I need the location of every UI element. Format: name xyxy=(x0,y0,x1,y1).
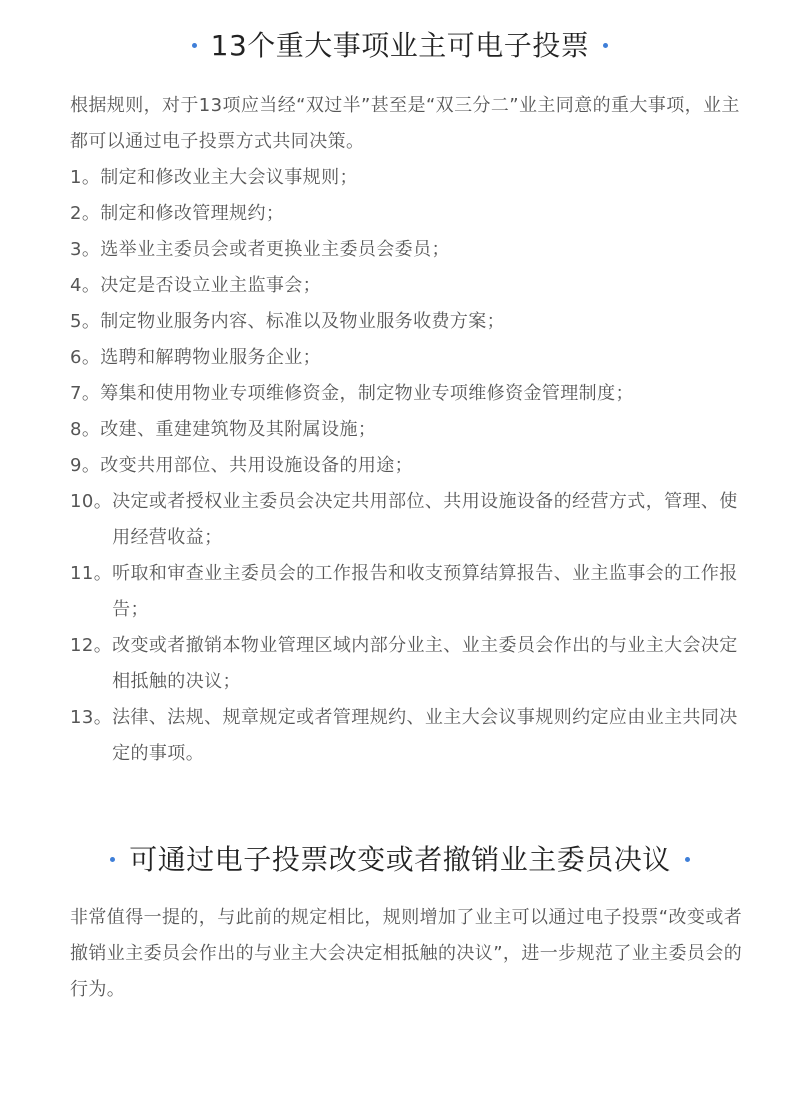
list-item-number: 12。 xyxy=(70,635,113,656)
list-item xyxy=(70,160,750,196)
list-item-number: 9。 xyxy=(70,455,101,476)
section-title-text: 13个重大事项业主可电子投票 xyxy=(210,29,590,62)
list-item xyxy=(70,448,750,484)
list-item xyxy=(70,556,750,628)
list-item-number: 11。 xyxy=(70,563,113,584)
list-item-text: 决定是否设立业主监事会； xyxy=(100,275,322,296)
list-item-text: 改变或者撤销本物业管理区域内部分业主、业主委员会作出的与业主大会决定相抵触的决议； xyxy=(112,635,738,692)
list-item-number: 1。 xyxy=(70,167,101,188)
section-title-electronic-voting-items xyxy=(0,26,800,66)
list-item xyxy=(70,196,750,232)
list-item-text: 制定和修改管理规约； xyxy=(100,203,285,224)
list-item-number: 6。 xyxy=(70,347,101,368)
list-item-text: 制定物业服务内容、标准以及物业服务收费方案； xyxy=(100,311,506,332)
bullet-dot-icon xyxy=(110,857,115,862)
list-item-text: 决定或者授权业主委员会决定共用部位、共用设施设备的经营方式，管理、使用经营收益； xyxy=(112,491,738,548)
list-item xyxy=(70,340,750,376)
list-item-number: 7。 xyxy=(70,383,101,404)
bullet-dot-icon xyxy=(192,43,197,48)
list-item-number: 13。 xyxy=(70,707,113,728)
list-item xyxy=(70,484,750,556)
list-item xyxy=(70,412,750,448)
list-item-number: 8。 xyxy=(70,419,101,440)
list-item-text: 选举业主委员会或者更换业主委员会委员； xyxy=(100,239,450,260)
list-item-text: 改建、重建建筑物及其附属设施； xyxy=(100,419,377,440)
list-item xyxy=(70,304,750,340)
list-item-text: 听取和审查业主委员会的工作报告和收支预算结算报告、业主监事会的工作报告； xyxy=(112,563,738,620)
intro-paragraph: 根据规则，对于13项应当经“双过半”甚至是“双三分二”业主同意的重大事项，业主都可以通过电子投票方式共同决策。 xyxy=(70,95,740,152)
list-item-number: 4。 xyxy=(70,275,101,296)
bullet-dot-icon xyxy=(603,43,608,48)
list-item xyxy=(70,232,750,268)
revoke-resolution-paragraph: 非常值得一提的，与此前的规定相比，规则增加了业主可以通过电子投票“改变或者撤销业主委员会作出的与业主大会决定相抵触的决议”，进一步规范了业主委员会的行为。 xyxy=(70,907,743,1000)
list-item xyxy=(70,268,750,304)
section-title-text: 可通过电子投票改变或者撤销业主委员决议 xyxy=(129,843,671,876)
major-matters-list xyxy=(70,160,750,772)
list-item xyxy=(70,376,750,412)
list-item-text: 法律、法规、规章规定或者管理规约、业主大会议事规则约定应由业主共同决定的事项。 xyxy=(112,707,738,764)
list-item-number: 3。 xyxy=(70,239,101,260)
list-item-text: 选聘和解聘物业服务企业； xyxy=(100,347,322,368)
list-item-text: 改变共用部位、共用设施设备的用途； xyxy=(100,455,414,476)
bullet-dot-icon xyxy=(685,857,690,862)
list-item-text: 筹集和使用物业专项维修资金，制定物业专项维修资金管理制度； xyxy=(100,383,634,404)
list-item-number: 10。 xyxy=(70,491,113,512)
list-item-number: 2。 xyxy=(70,203,101,224)
list-item-text: 制定和修改业主大会议事规则； xyxy=(100,167,358,188)
section-title-revoke-resolution xyxy=(0,840,800,880)
list-item-number: 5。 xyxy=(70,311,101,332)
list-item xyxy=(70,628,750,700)
list-item xyxy=(70,700,750,772)
